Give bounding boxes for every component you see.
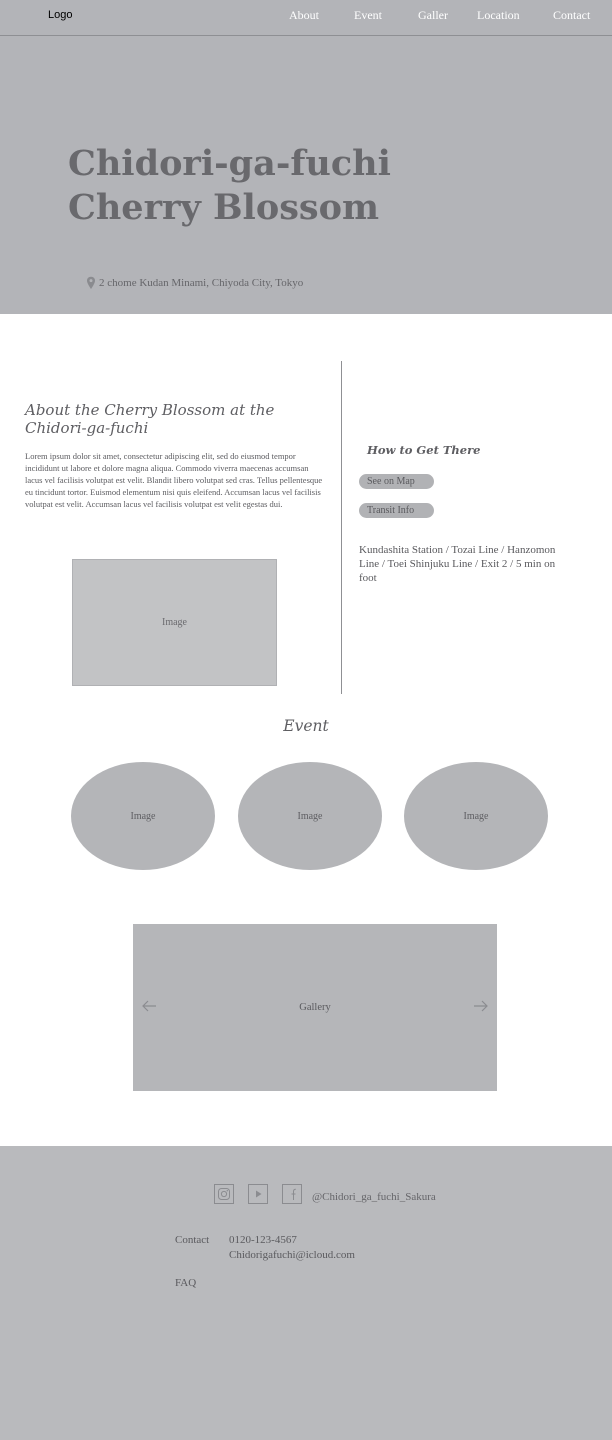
site-header bbox=[0, 0, 612, 36]
arrow-left-icon[interactable] bbox=[141, 999, 157, 1013]
contact-phone[interactable]: 0120-123-4567 bbox=[229, 1234, 297, 1246]
about-body: Lorem ipsum dolor sit amet, consectetur adipiscing elit, sed do eiusmod tempor incididunt ut labore et dolore magna aliqua. Commodo viverra maecenas accumsan lacus vel facilisis volutpat est velit. Blandit libero volutpat sed cras. Tellus pellentesque eu tincidunt tortor. Euismod elementum nisi quis eleifend. Accumsan lacus vel facilisis volutpat est velit. Accumsan lacus vel facilisis volutpat est velit egestas dui. bbox=[25, 451, 323, 509]
event-title: Event bbox=[283, 717, 329, 735]
site-footer bbox=[0, 1146, 612, 1440]
contact-email[interactable]: Chidorigafuchi@icloud.com bbox=[229, 1249, 355, 1261]
arrow-right-icon[interactable] bbox=[473, 999, 489, 1013]
gallery-carousel bbox=[133, 924, 497, 1091]
hero-title-line2: Cherry Blossom bbox=[68, 187, 379, 228]
nav-contact[interactable]: Contact bbox=[553, 8, 591, 22]
social-handle[interactable]: @Chidori_ga_fuchi_Sakura bbox=[312, 1191, 436, 1203]
youtube-icon[interactable] bbox=[248, 1184, 268, 1204]
hero-title-line1: Chidori-ga-fuchi bbox=[68, 143, 391, 184]
faq-link[interactable]: FAQ bbox=[175, 1277, 197, 1289]
facebook-icon[interactable] bbox=[282, 1184, 302, 1204]
transit-info-button[interactable]: Transit Info bbox=[359, 503, 434, 518]
section-divider bbox=[341, 361, 342, 694]
nav-event[interactable]: Event bbox=[354, 8, 382, 22]
about-image-placeholder bbox=[72, 559, 277, 686]
event-image-1[interactable] bbox=[71, 762, 215, 870]
hero-title bbox=[68, 142, 428, 230]
access-directions: Kundashita Station / Tozai Line / Hanzomon Line / Toei Shinjuku Line / Exit 2 / 5 min on foot bbox=[359, 544, 556, 584]
nav-location[interactable]: Location bbox=[477, 8, 520, 22]
see-on-map-button[interactable]: See on Map bbox=[359, 474, 434, 489]
instagram-icon[interactable] bbox=[214, 1184, 234, 1204]
gallery-label: Gallery bbox=[299, 1002, 331, 1013]
nav-about[interactable]: About bbox=[289, 8, 319, 22]
location-pin-icon bbox=[86, 276, 96, 290]
event-image-label: Image bbox=[130, 810, 156, 822]
nav-gallery[interactable]: Galler bbox=[418, 8, 448, 22]
hero-address bbox=[86, 276, 303, 290]
hero-banner bbox=[0, 36, 612, 314]
event-image-label: Image bbox=[463, 810, 489, 822]
logo[interactable]: Logo bbox=[48, 9, 73, 21]
contact-label: Contact bbox=[175, 1234, 210, 1246]
event-image-label: Image bbox=[297, 810, 323, 822]
access-title: How to Get There bbox=[367, 443, 481, 457]
address-text: 2 chome Kudan Minami, Chiyoda City, Tokyo bbox=[99, 277, 304, 289]
about-title: About the Cherry Blossom at the Chidori-ga-fuchi bbox=[25, 401, 275, 437]
event-image-3[interactable] bbox=[404, 762, 548, 870]
event-image-2[interactable] bbox=[238, 762, 382, 870]
about-image-label: Image bbox=[162, 617, 187, 628]
